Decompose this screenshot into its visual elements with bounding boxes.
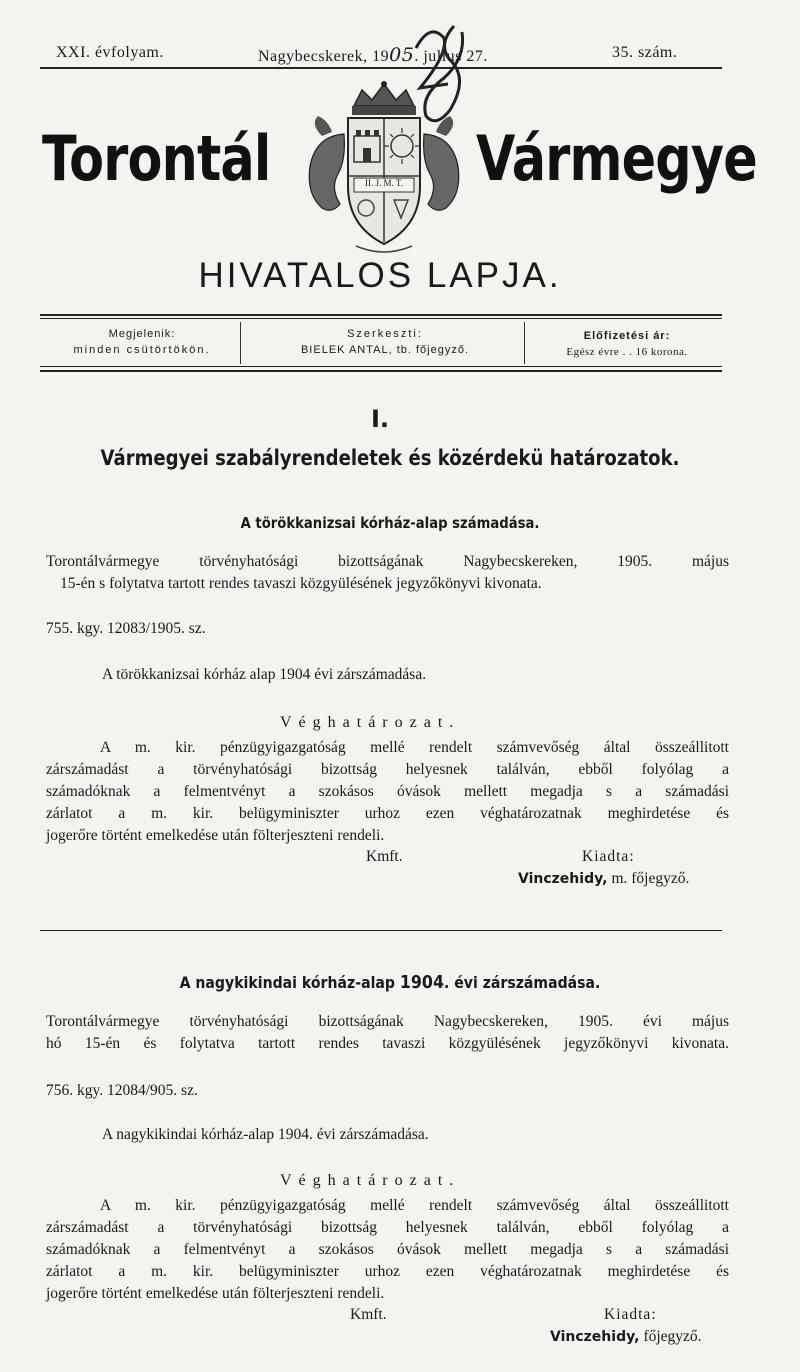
article1-intro-line2: 15-én s folytatva tartott rendes tavaszi közgyülésének jegyzőkönyvi kivonata. [60, 575, 542, 592]
article2-body-line5: jogerőre történt emelkedése után fölterjeszteni rendeli. [46, 1285, 385, 1302]
handwritten-mark-icon [396, 18, 476, 138]
info-col1-line1: Megjelenik: [108, 328, 176, 340]
article1-body-line5: jogerőre történt emelkedése után fölterjeszteni rendeli. [46, 827, 385, 844]
article2-signature [550, 1328, 702, 1346]
article1-title: A törökkanizsai kórház-alap számadása. [240, 514, 540, 532]
info-col3-line2: Egész évre . . 16 korona. [566, 346, 688, 358]
article1-kmft: Kmft. [366, 848, 403, 865]
article1-signature-name: Vinczehidy, [518, 871, 608, 887]
section-title: Vármegyei szabályrendeletek és közérdekü határozatok. [100, 446, 680, 470]
article1-body-line3: számadóknak a felmentvényt a szokásos óvások mellett megadja s a számadási [46, 783, 729, 800]
article2-title-year: 1904 [399, 972, 444, 993]
info-col2-line2: BIELEK ANTAL, tb. főjegyző. [300, 344, 470, 356]
article2-intro-line2: hó 15-én és folytatva tartott rendes tavaszi közgyülésének jegyzőkönyvi kivonata. [46, 1035, 729, 1052]
article1-intro-line1: Torontálvármegye törvényhatósági bizottságának Nagybecskereken, 1905. május [46, 553, 729, 570]
article1-signature-title: m. főjegyző. [611, 870, 690, 887]
info-rule-bottom [40, 370, 722, 372]
article1-body-line2: zárszámadást a törvényhatósági bizottság helyesnek találván, ebből folyólag a [46, 761, 729, 778]
info-rule-top [40, 314, 722, 316]
section-number: I. [370, 405, 390, 433]
article1-body-line4: zárlatot a m. kir. belügyminiszter urhoz ezen véghatározatnak meghirdetése és [46, 805, 729, 822]
article2-kiadta: Kiadta: [604, 1306, 657, 1323]
info-divider-1 [240, 322, 241, 364]
article2-intro-line1: Torontálvármegye törvényhatósági bizottságának Nagybecskereken, 1905. évi május [46, 1013, 729, 1030]
article1-kiadta: Kiadta: [582, 848, 635, 865]
article1-signature [518, 870, 689, 888]
article2-title [47, 972, 733, 993]
masthead-subtitle: HIVATALOS LAPJA. [198, 256, 562, 295]
masthead-word-right: Vármegye [476, 122, 757, 195]
info-divider-2 [524, 322, 525, 364]
place-date-prefix: Nagybecskerek, 19 [258, 48, 390, 65]
article-separator [40, 930, 722, 931]
article2-body-line4: zárlatot a m. kir. belügyminiszter urhoz ezen véghatározatnak meghirdetése és [46, 1263, 729, 1280]
info-rule-bottom-thin [40, 366, 722, 367]
info-col1-line2: minden csütörtökön. [73, 344, 211, 356]
top-rule [40, 67, 722, 69]
masthead-word-left: Torontál [42, 122, 271, 195]
article2-title-part2: . évi zárszámadása. [443, 973, 601, 992]
info-rule-top-thin [40, 318, 722, 319]
article1-ref: 755. kgy. 12083/1905. sz. [46, 620, 206, 637]
article2-signature-name: Vinczehidy, [550, 1329, 640, 1345]
volume-label: XXI. évfolyam. [56, 44, 164, 61]
article2-title-part1: A nagykikindai kórház-alap [179, 973, 400, 992]
info-col2-line1: Szerkeszti: [347, 328, 423, 340]
handwritten-year-digit: 05 [389, 44, 415, 66]
date-suffix: . julius 27. [414, 48, 488, 65]
article2-body-line2: zárszámadást a törvényhatósági bizottság helyesnek találván, ebből folyólag a [46, 1219, 729, 1236]
article2-signature-title: főjegyző. [643, 1328, 702, 1345]
issue-number: 35. szám. [612, 44, 678, 61]
article2-body-line3: számadóknak a felmentvényt a szokásos óvások mellett megadja s a számadási [46, 1241, 729, 1258]
article2-subject: A nagykikindai kórház-alap 1904. évi zárszámadása. [102, 1126, 429, 1143]
article2-resolution-head: Véghatározat. [280, 1172, 461, 1189]
article1-body-line1: A m. kir. pénzügyigazgatóság mellé rendelt számvevőség által összeállitott [100, 739, 729, 756]
article1-resolution-head: Véghatározat. [280, 714, 461, 731]
article2-kmft: Kmft. [350, 1306, 387, 1323]
article2-body-line1: A m. kir. pénzügyigazgatóság mellé rendelt számvevőség által összeállitott [100, 1197, 729, 1214]
article2-ref: 756. kgy. 12084/905. sz. [46, 1082, 198, 1099]
crest-initials: II. J. M. T. [365, 178, 403, 188]
info-col3-line1: Előfizetési ár: [583, 330, 671, 342]
article1-subject: A törökkanizsai kórház alap 1904 évi zárszámadása. [102, 666, 427, 683]
